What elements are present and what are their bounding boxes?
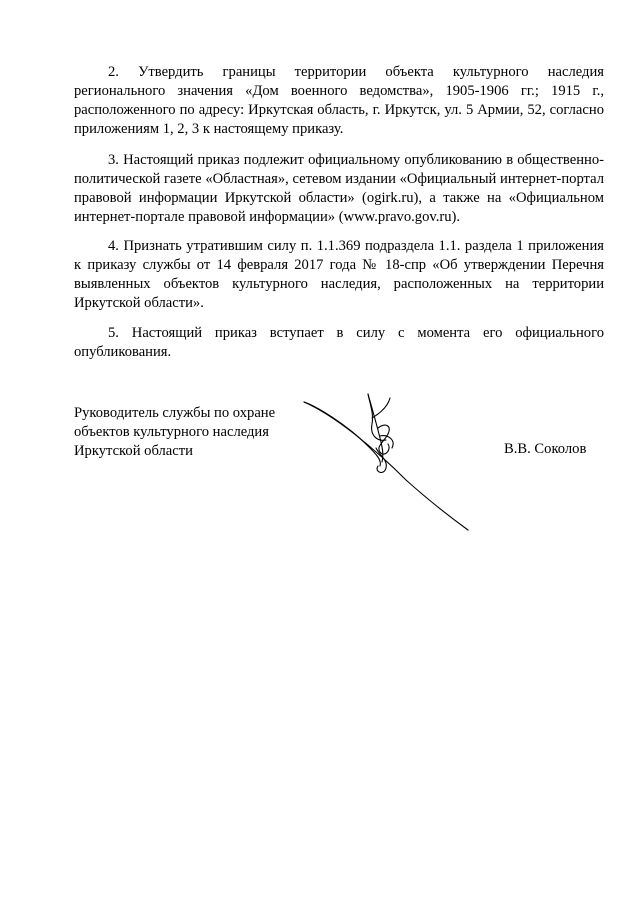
paragraph-2: 2. Утвердить границы территории объекта культурного наследия регионального значения «Дом военного ведомства», 1905-1906 гг.; 1915 г., расположенного по адресу: Иркутская область, г. Иркутск, ул. 5 Армии, 52, согласно приложениям 1, 2, 3 к настоящему приказу. — [74, 64, 604, 137]
paragraph-5: 5. Настоящий приказ вступает в силу с момента его официального опубликования. — [74, 325, 604, 360]
signatory-name: В.В. Соколов — [504, 441, 587, 457]
signatory-position-line: Иркутской области — [74, 443, 193, 459]
signatory-position — [74, 404, 314, 461]
paragraph-3: 3. Настоящий приказ подлежит официальному опубликованию в общественно-политической газете «Областная», сетевом издании «Официальный интернет-портал правовой информации Иркутской области» (ogirk.ru), а также на «Официальном интернет-портале правовой информации» (www.pravo.gov.ru). — [74, 152, 604, 225]
handwritten-signature — [296, 388, 476, 538]
paragraph-4: 4. Признать утратившим силу п. 1.1.369 подраздела 1.1. раздела 1 приложения к приказу службы от 14 февраля 2017 года № 18-спр «Об утверждении Перечня выявленных объектов культурного наследия, расположенных на территории Иркутской области». — [74, 238, 604, 311]
signatory-position-line: объектов культурного наследия — [74, 424, 269, 440]
signatory-position-line: Руководитель службы по охране — [74, 405, 276, 421]
